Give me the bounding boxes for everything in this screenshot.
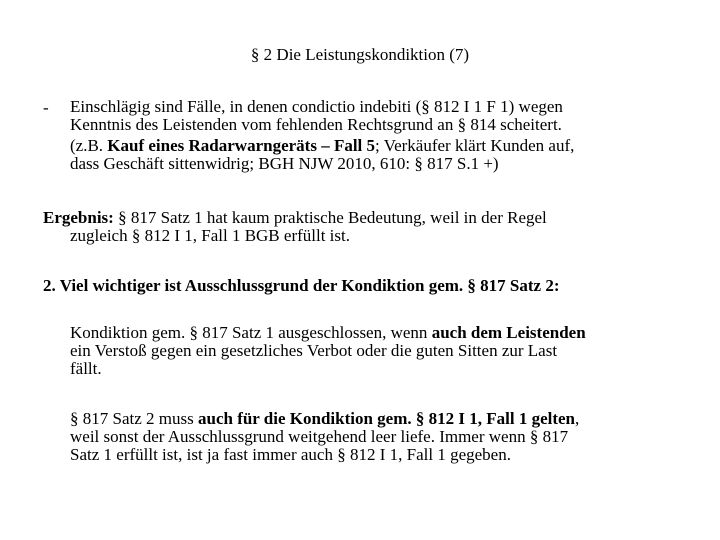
ergebnis-text: § 817 Satz 1 hat kaum praktische Bedeutung, weil in der Regel [113,208,547,227]
kondiktion-line-2: ein Verstoß gegen ein gesetzliches Verbot oder die guten Sitten zur Last [70,341,558,360]
bullet-dash: - [43,98,49,117]
ergebnis-line-2: zugleich § 812 I 1, Fall 1 BGB erfüllt ist. [70,226,350,245]
bullet-line-3-post: ; Verkäufer klärt Kunden auf, [375,136,575,155]
bullet-line-3-pre: (z.B. [70,136,108,155]
satz2-line-2: weil sonst der Ausschlussgrund weitgehend leer liefe. Immer wenn § 817 [70,427,569,446]
satz2-line-1-pre: § 817 Satz 2 muss [70,409,198,428]
ergebnis-label: Ergebnis: [43,208,114,227]
bullet-line-1: Einschlägig sind Fälle, in denen condictio indebiti (§ 812 I 1 F 1) wegen [70,97,563,116]
point-2-heading [43,277,713,295]
kondiktion-line-1-pre: Kondiktion gem. § 817 Satz 1 ausgeschlossen, wenn [70,323,432,342]
ergebnis-line-1 [43,209,713,227]
satz2-line-1-post: , [575,409,580,428]
kondiktion-emphasis: auch dem Leistenden [431,323,586,342]
satz2-line-3: Satz 1 erfüllt ist, ist ja fast immer auch § 812 I 1, Fall 1 gegeben. [70,445,511,464]
bullet-line-3 [70,137,710,155]
satz2-emphasis: auch für die Kondiktion gem. § 812 I 1, Fall 1 gelten [197,409,575,428]
satz2-line-1 [70,410,710,428]
bullet-paragraph [70,98,710,173]
bullet-line-4: dass Geschäft sittenwidrig; BGH NJW 2010, 610: § 817 S.1 +) [70,154,499,173]
kondiktion-line-1 [70,324,710,342]
bullet-line-2: Kenntnis des Leistenden vom fehlenden Rechtsgrund an § 814 scheitert. [70,115,562,134]
case-reference: Kauf eines Radarwarngeräts – Fall 5 [107,136,376,155]
slide-title: § 2 Die Leistungskondiktion (7) [250,45,470,64]
ergebnis-paragraph [43,209,713,245]
satz2-paragraph [70,410,710,464]
kondiktion-paragraph [70,324,710,378]
kondiktion-line-3: fällt. [70,359,102,378]
point-2-heading-text: 2. Viel wichtiger ist Ausschlussgrund der Kondiktion gem. § 817 Satz 2: [43,276,560,295]
